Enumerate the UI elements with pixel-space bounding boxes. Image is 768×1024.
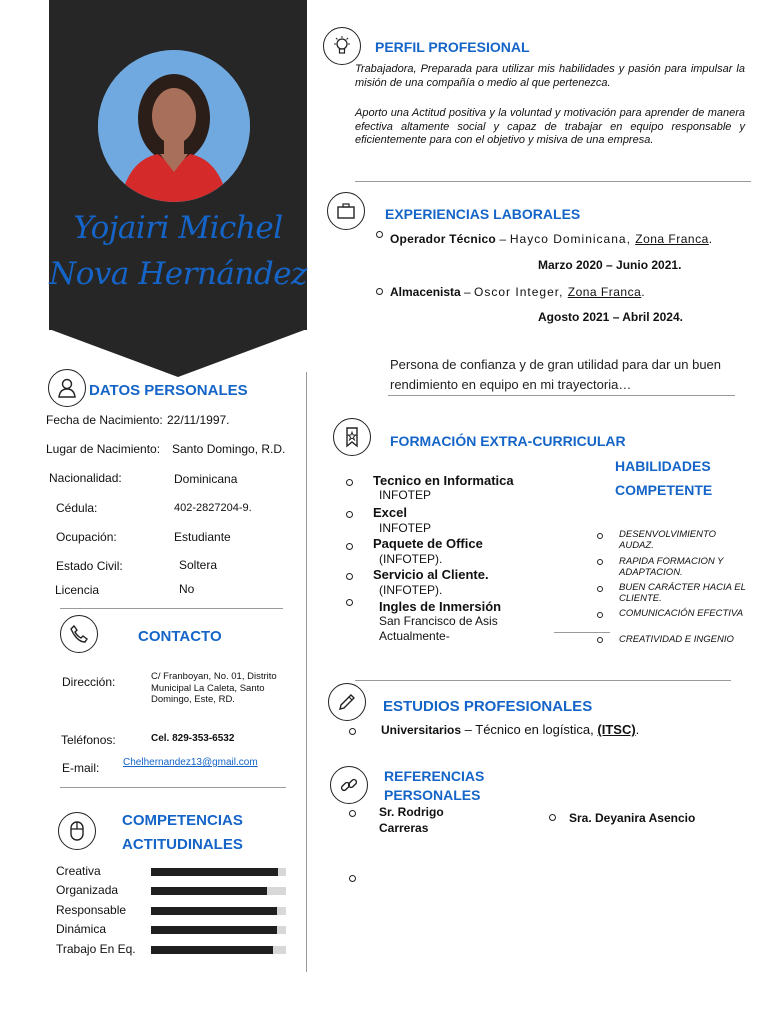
competencia-label: Responsable: [56, 903, 127, 917]
competencia-bar-track: [151, 868, 286, 876]
datos-value-5: Soltera: [179, 558, 218, 572]
estudios-sep: –: [461, 722, 476, 737]
datos-label-6: Licencia: [55, 583, 100, 597]
datos-value-4: Estudiante: [174, 530, 231, 544]
datos-label-5: Estado Civil:: [56, 559, 123, 573]
formacion-3-sub: (INFOTEP).: [379, 583, 443, 597]
bullet: [597, 637, 603, 643]
job-0-sep: –: [495, 232, 510, 246]
divider: [355, 181, 751, 182]
habilidad-1: RAPIDA FORMACION Y ADAPTACION.: [619, 556, 724, 578]
formacion-0-name: Tecnico en Informatica: [373, 473, 514, 488]
pencil-icon: [328, 683, 366, 721]
habilidad-4: CREATIVIDAD E INGENIO: [619, 634, 734, 645]
email-label: E-mail:: [62, 761, 100, 775]
perfil-paragraph-2: Aporto una Actitud positiva y la voluntad y motivación para aprender de manera efectiva altamente social y capaz de trabajar en equipo responsable y eficientemente para con el objetivo y misiva de una empresa.: [355, 107, 745, 146]
perfil-title: PERFIL PROFESIONAL: [375, 39, 530, 55]
estudios-end: .: [635, 722, 640, 737]
profile-photo: [98, 50, 250, 202]
bullet: [597, 559, 603, 565]
job-0: [390, 232, 712, 246]
perfil-paragraph-1: Trabajadora, Preparada para utilizar mis habilidades y pasión para impulsar la misión de una compañía o medio al que pertenezca.: [355, 63, 745, 89]
referencias-title-2: PERSONALES: [384, 787, 481, 803]
habilidad-0: DESENVOLVIMIENTO AUDAZ.: [619, 529, 716, 551]
bullet: [346, 573, 353, 580]
competencia-label: Creativa: [56, 864, 101, 878]
datos-label-4: Ocupación:: [56, 530, 117, 544]
competencia-bar-track: [151, 926, 286, 934]
contacto-title: CONTACTO: [138, 628, 222, 645]
job-1-company: Oscor Integer,: [474, 285, 568, 299]
competencia-bar-fill: [151, 926, 277, 934]
competencias-title-1: COMPETENCIAS: [122, 812, 243, 829]
formacion-1-name: Excel: [373, 505, 407, 520]
bullet: [549, 814, 556, 821]
bullet: [346, 479, 353, 486]
lightbulb-icon: [323, 27, 361, 65]
bullet: [376, 231, 383, 238]
job-0-role: Operador Técnico: [390, 232, 496, 246]
estudios-line: [381, 722, 639, 737]
divider: [388, 395, 735, 396]
formacion-3-name: Servicio al Cliente.: [373, 567, 489, 582]
competencia-bar-track: [151, 887, 286, 895]
bullet: [597, 533, 603, 539]
bullet: [346, 543, 353, 550]
job-0-end: .: [708, 232, 713, 246]
formacion-4-sub2: Actualmente-: [379, 629, 450, 643]
telefonos-label: Teléfonos:: [61, 733, 116, 747]
bullet: [349, 810, 356, 817]
user-icon: [48, 369, 86, 407]
column-divider: [306, 372, 307, 972]
briefcase-icon: [327, 192, 365, 230]
datos-value-2: Dominicana: [174, 472, 238, 486]
direccion-value: C/ Franboyan, No. 01, Distrito Municipal La Caleta, Santo Domingo, Este, RD.: [151, 671, 277, 705]
competencia-bar-track: [151, 907, 286, 915]
competencia-label: Organizada: [56, 883, 119, 897]
competencia-bar-track: [151, 946, 286, 954]
habilidad-3: COMUNICACIÓN EFECTIVA: [619, 608, 744, 619]
estudios-label: Universitarios: [381, 723, 462, 737]
competencia-bar-fill: [151, 887, 267, 895]
datos-value-1: Santo Domingo, R.D.: [172, 442, 286, 456]
formacion-1-sub: INFOTEP: [379, 521, 432, 535]
divider: [60, 608, 283, 609]
competencia-bar-fill: [151, 907, 277, 915]
datos-title: DATOS PERSONALES: [89, 382, 248, 399]
referencia-1-line2: Carreras: [379, 821, 429, 835]
datos-value-6: No: [179, 582, 195, 596]
divider: [355, 680, 731, 681]
divider: [554, 632, 610, 633]
bookmark-icon: [333, 418, 371, 456]
job-0-dates: Marzo 2020 – Junio 2021.: [538, 258, 682, 272]
referencia-1-line1: Sr. Rodrigo: [379, 805, 444, 819]
bullet: [597, 586, 603, 592]
estudios-inst: (ITSC): [597, 722, 636, 737]
banner-point: [49, 329, 307, 377]
formacion-4-name: Ingles de Inmersión: [379, 599, 502, 614]
email-link[interactable]: Chelhernandez13@gmail.com: [123, 757, 258, 768]
estudios-value: Técnico en logística,: [475, 722, 598, 737]
job-1-dates: Agosto 2021 – Abril 2024.: [538, 310, 683, 324]
formacion-4-sub: San Francisco de Asis: [379, 614, 498, 628]
referencias-title-1: REFERENCIAS: [384, 768, 485, 784]
name-line1: Yojairi Michel: [73, 210, 283, 246]
datos-label-0: Fecha de Nacimiento:: [46, 413, 163, 427]
datos-label-2: Nacionalidad:: [49, 471, 122, 485]
formacion-2-sub: (INFOTEP).: [379, 552, 443, 566]
job-1-end: .: [641, 285, 645, 299]
competencia-bar-fill: [151, 946, 273, 954]
direccion-label: Dirección:: [62, 675, 116, 689]
mouse-icon: [58, 812, 96, 850]
job-1-place: Zona Franca: [567, 285, 642, 299]
habilidades-title-2: COMPETENTE: [615, 482, 713, 498]
competencias-title-2: ACTITUDINALES: [122, 836, 243, 853]
datos-label-1: Lugar de Nacimiento:: [46, 442, 161, 456]
referencia-2: Sra. Deyanira Asencio: [569, 811, 696, 825]
datos-value-0: 22/11/1997.: [167, 413, 230, 427]
formacion-title: FORMACIÓN EXTRA-CURRICULAR: [390, 433, 626, 449]
bullet: [597, 612, 603, 618]
job-0-company: Hayco Dominicana,: [509, 232, 636, 246]
formacion-2-name: Paquete de Office: [373, 536, 483, 551]
name-line2: Nova Hernández: [49, 256, 307, 292]
phone-icon: [60, 615, 98, 653]
habilidades-title-1: HABILIDADES: [615, 458, 711, 474]
competencia-label: Dinámica: [56, 922, 107, 936]
job-1-role: Almacenista: [390, 285, 461, 299]
datos-value-3: 402-2827204-9.: [174, 502, 252, 514]
competencia-label: Trabajo En Eq.: [56, 942, 136, 956]
experiencias-title: EXPERIENCIAS LABORALES: [385, 206, 581, 222]
datos-label-3: Cédula:: [56, 501, 98, 515]
estudios-title: ESTUDIOS PROFESIONALES: [383, 698, 593, 715]
job-1: [390, 285, 645, 299]
bullet: [376, 288, 383, 295]
bullet: [346, 511, 353, 518]
bullet: [349, 728, 356, 735]
telefonos-value: Cel. 829-353-6532: [151, 733, 235, 744]
divider: [60, 787, 286, 788]
bullet: [349, 875, 356, 882]
habilidad-2: BUEN CARÁCTER HACIA EL CLIENTE.: [619, 582, 746, 604]
link-icon: [330, 766, 368, 804]
bullet: [346, 599, 353, 606]
job-0-place: Zona Franca: [635, 232, 709, 246]
experiencias-summary: Persona de confianza y de gran utilidad para dar un buen rendimiento en equipo en mi trayectoria…: [390, 357, 722, 392]
competencia-bar-fill: [151, 868, 278, 876]
job-1-sep: –: [460, 285, 475, 299]
formacion-0-sub: INFOTEP: [379, 488, 432, 502]
